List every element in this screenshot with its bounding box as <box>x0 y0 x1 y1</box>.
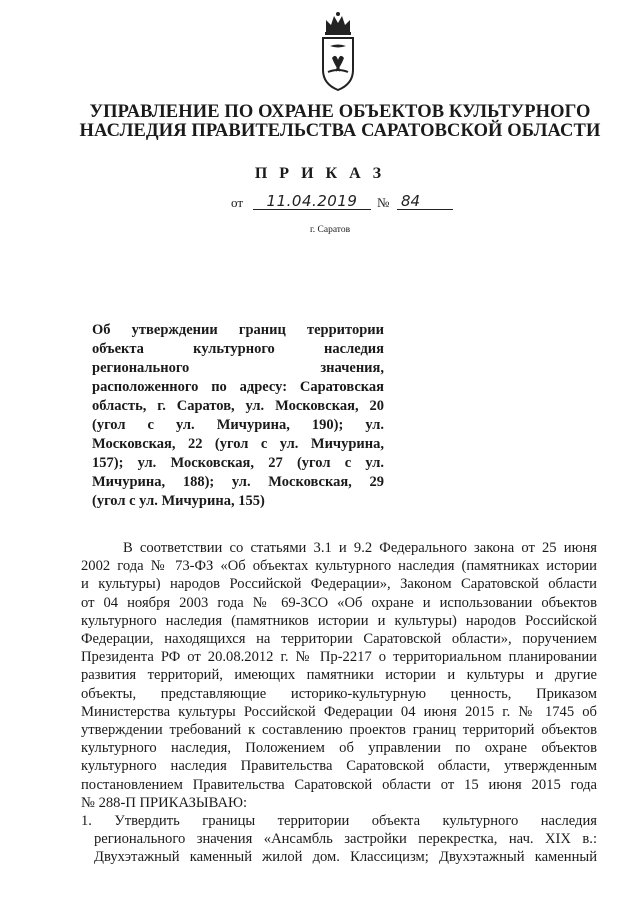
date-label: от <box>231 195 244 210</box>
title-line: (угол с ул. Мичурина, 190); ул. <box>92 417 384 433</box>
order-body <box>81 539 597 867</box>
list-item-1: 1. Утвердить границы территории объекта культурного наследия <box>81 813 597 830</box>
body-line: и культуры) народов Российской Федерации», Законом Саратовской области <box>81 576 597 593</box>
body-line: утверждении требований к составлению проектов границ территорий объектов <box>81 722 597 739</box>
body-line: развития территорий, имеющих памятники истории и культуры и другие <box>81 667 597 684</box>
organization-name-line-2: НАСЛЕДИЯ ПРАВИТЕЛЬСТВА САРАТОВСКОЙ ОБЛАСТИ <box>79 121 601 141</box>
body-line: Двухэтажный каменный жилой дом. Классицизм; Двухэтажный каменный <box>94 849 597 866</box>
city: г. Саратов <box>309 225 351 235</box>
title-line: Об утверждении границ территории <box>92 322 384 338</box>
body-line: культурного наследия, Положением об управлении по охране объектов <box>81 740 597 757</box>
body-line: регионального значения «Ансамбль застройки перекрестка, нач. XIX в.: <box>94 831 597 848</box>
body-line: Министерства культуры Российской Федерации 04 июня 2015 г. № 1745 об <box>81 703 597 720</box>
title-line: регионального значения, <box>92 360 384 376</box>
body-line: 2002 года № 73-ФЗ «Об объектах культурного наследия (памятниках истории <box>81 558 597 575</box>
coat-of-arms-icon <box>318 10 358 92</box>
title-line: 157); ул. Московская, 27 (угол с ул. <box>92 455 384 471</box>
body-line: Федерации, находящихся на территории Саратовской области», поручением <box>81 631 597 648</box>
organization-name-line-1: УПРАВЛЕНИЕ ПО ОХРАНЕ ОБЪЕКТОВ КУЛЬТУРНОГО <box>89 102 591 122</box>
title-line: объекта культурного наследия <box>92 341 384 357</box>
body-line: от 04 ноября 2003 года № 69-ЗСО «Об охране и использовании объектов <box>81 594 597 611</box>
body-line: объекты, представляющие историко-культурную ценность, Приказом <box>81 685 597 702</box>
title-line: расположенного по адресу: Саратовская <box>92 379 384 395</box>
order-number: 84 <box>397 192 453 210</box>
document-type-heading: П Р И К А З <box>254 165 386 182</box>
number-label: № <box>377 195 390 210</box>
body-line: Президента РФ от 20.08.2012 г. № Пр-2217 о территориальном планировании <box>81 649 597 666</box>
title-line: Мичурина, 188); ул. Московская, 29 <box>92 474 384 490</box>
body-line: № 288-П ПРИКАЗЫВАЮ: <box>81 794 248 811</box>
body-line: культурного наследия (памятников истории и культуры) народов Российской <box>81 612 597 629</box>
order-title <box>92 321 384 511</box>
body-line: культурного наследия Правительства Саратовской области, утвержденным <box>81 758 597 775</box>
body-line: В соответствии со статьями 3.1 и 9.2 Федерального закона от 25 июня <box>123 540 597 556</box>
body-line: постановлением Правительства Саратовской области от 15 июня 2015 года <box>81 776 597 793</box>
title-line: Московская, 22 (угол с ул. Мичурина, <box>92 436 384 452</box>
title-line: область, г. Саратов, ул. Московская, 20 <box>92 398 384 414</box>
title-line: (угол с ул. Мичурина, 155) <box>92 493 265 509</box>
order-date: 11.04.2019 <box>253 192 371 210</box>
